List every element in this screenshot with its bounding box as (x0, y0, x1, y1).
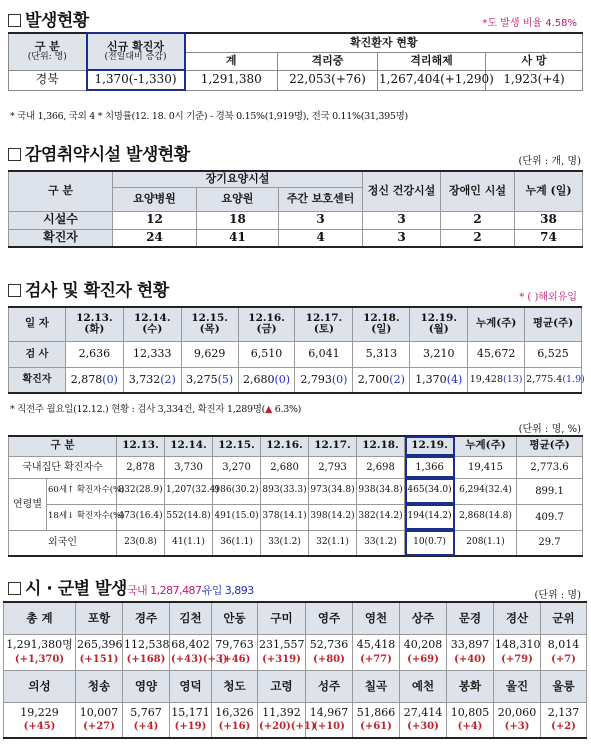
row-label-gyeongbuk: 경북 (9, 70, 87, 90)
city-cell (353, 634, 400, 670)
row-label: 국내집단 확진자수 (9, 456, 117, 478)
city-delta: (+16) (218, 721, 251, 733)
cell: 33(1.2) (357, 530, 405, 556)
city-header: 칠곡 (353, 670, 400, 702)
city-cell (4, 634, 76, 670)
age-table (8, 435, 583, 557)
city-delta: (+2) (551, 721, 576, 733)
cell: 12 (113, 211, 197, 229)
city-delta: (+69) (407, 653, 439, 665)
header-mental: 정신 건강시설 (363, 171, 441, 211)
city-header: 구미 (258, 602, 306, 634)
cell: 9,629 (181, 341, 238, 367)
cell: 2,698 (357, 456, 405, 478)
city-count: 40,208 (403, 638, 443, 652)
cell-number: 2,680 (242, 372, 275, 386)
city-cell (400, 634, 447, 670)
cell: 23(0.8) (117, 530, 165, 556)
row-label: 60세↑ 확진자수(%) (47, 478, 117, 504)
cell-overseas: (4) (446, 372, 463, 386)
cell: 552(14.8) (165, 504, 213, 530)
cities-header-row-1 (4, 602, 587, 634)
city-delta: (+79) (501, 653, 533, 665)
row-group-age: 연령별 (9, 478, 47, 530)
city-count: 20,060 (497, 706, 537, 720)
city-delta: (+19) (174, 721, 207, 733)
city-header: 상주 (400, 602, 447, 634)
outbreak-footnote: * 국내 1,366, 국외 4 * 치명률(12. 18. 0시 기준) - 경북 0.15%(1,919명), 전국 0.11%(31,395명) (10, 111, 408, 122)
cell: 45,672 (468, 341, 525, 367)
cell (295, 367, 353, 393)
city-cell (306, 702, 353, 738)
header-date-cell: 12.17. (309, 436, 357, 456)
cell-release: 1,267,404(+1,290) (378, 70, 486, 90)
cities-header-row-2 (4, 670, 587, 702)
city-cell (212, 634, 258, 670)
city-cell (76, 634, 123, 670)
header-gubun: 구 분 (단위: 명) (9, 33, 87, 70)
cell: 2,793 (309, 456, 357, 478)
city-delta: (+7) (551, 653, 576, 665)
cell-isolation: 22,053(+76) (278, 70, 378, 90)
city-header: 예천 (400, 670, 447, 702)
cell: 32(1.1) (309, 530, 357, 556)
header-date-cell: 12.18. (일) (353, 307, 410, 341)
city-delta: (+1,370) (14, 653, 65, 665)
tests-table (8, 306, 585, 394)
cell: 491(15.0) (213, 504, 261, 530)
city-delta: (+43)(+3) (171, 653, 228, 665)
cell: 208(1.1) (455, 530, 517, 556)
cell: 398(14.2) (309, 504, 357, 530)
header-weekly-sum: 누계(주) (468, 307, 525, 341)
checkbox-square-icon (8, 582, 21, 595)
table-row (9, 530, 583, 556)
city-delta: (+80) (313, 653, 345, 665)
tests-row (9, 341, 582, 367)
cell: 2 (441, 211, 515, 229)
cell: 3 (363, 229, 441, 247)
monday-note: * 직전주 월요일(12.12.) 현황 : 검사 3,334건, 확진자 1,289명(▲ 6.3%) (10, 404, 302, 415)
city-header: 포항 (76, 602, 123, 634)
cell: 1,366 (405, 456, 455, 478)
cell: 973(34.8) (309, 478, 357, 504)
city-count: 51,866 (356, 706, 396, 720)
city-delta: (+3) (504, 721, 530, 733)
city-cell (400, 702, 447, 738)
city-header: 의성 (4, 670, 76, 702)
cities-table (3, 601, 587, 739)
outbreak-ratio-note: *도 발생 비율 4.58% (482, 18, 577, 29)
overseas-note: * ( )해외유입 (519, 292, 577, 303)
cell: 6,041 (295, 341, 353, 367)
cell-overseas: (13) (503, 373, 523, 385)
city-cell (541, 634, 587, 670)
city-header: 김천 (170, 602, 212, 634)
city-cell (494, 702, 541, 738)
header-cumulative: 누계 (일) (515, 171, 583, 211)
cell-number: 2,878 (70, 372, 103, 386)
city-count: 10,007 (79, 706, 119, 720)
city-count: 45,418 (356, 638, 396, 652)
header-longterm: 장기요양시설 (113, 171, 363, 187)
header-date-cell-current: 12.19. (405, 436, 455, 456)
cell: 382(14.2) (357, 504, 405, 530)
city-count: 231,557 (259, 638, 305, 652)
city-delta: (+27) (83, 721, 115, 733)
table-row (9, 229, 583, 247)
city-header: 경주 (123, 602, 170, 634)
cell: 409.7 (517, 504, 583, 530)
city-count: 68,402 (171, 638, 210, 652)
city-cell (170, 702, 212, 738)
cities-unit: (단위 : 명) (534, 590, 581, 601)
header-care: 요양원 (197, 187, 279, 211)
city-header: 청도 (212, 670, 258, 702)
header-total: 계 (185, 52, 278, 70)
facilities-unit: (단위 : 개, 명) (518, 156, 581, 167)
cell-new: 1,370(-1,330) (87, 70, 185, 90)
cell: 41(1.1) (165, 530, 213, 556)
header-date-cell: 12.16. (261, 436, 309, 456)
section-title-tests: 검사 및 확진자 현황 (8, 276, 169, 301)
cell (468, 367, 525, 393)
domestic-count: 국내 1,287,487 (126, 584, 202, 597)
cell (525, 367, 585, 393)
cell-number: 1,370 (415, 372, 447, 386)
header-date-cell: 12.19. (월) (410, 307, 468, 341)
header-gubun: 구 분 (9, 171, 113, 211)
cell: 3 (279, 211, 363, 229)
city-delta: (+10) (313, 721, 345, 733)
cell-number: 2,775.4 (526, 373, 563, 385)
cell: 3,730 (165, 456, 213, 478)
section-title-cities: 시 · 군별 발생국내 1,287,487유입 3,893 (8, 574, 254, 599)
city-header: 고령 (258, 670, 306, 702)
city-count: 16,326 (215, 706, 254, 720)
header-date-cell: 12.15. (213, 436, 261, 456)
city-header: 총 계 (4, 602, 76, 634)
header-weekly-avg: 평균(주) (525, 307, 582, 341)
cities-value-row-2 (4, 702, 587, 738)
cell: 36(1.1) (213, 530, 261, 556)
city-cell (123, 702, 170, 738)
city-count: 148,310 (495, 638, 541, 652)
table-row (9, 211, 583, 229)
cell: 6,525 (525, 341, 582, 367)
city-header: 영주 (306, 602, 353, 634)
cell-number: 3,275 (186, 372, 218, 386)
header-date-cell: 12.17. (토) (295, 307, 353, 341)
city-count: 8,014 (547, 638, 580, 652)
cell: 2,680 (261, 456, 309, 478)
city-header: 영양 (123, 670, 170, 702)
city-cell (76, 702, 123, 738)
city-header: 울릉 (541, 670, 587, 702)
cell: 5,313 (353, 341, 410, 367)
city-delta: (+61) (360, 721, 392, 733)
cell: 465(34.0) (405, 478, 455, 504)
header-date-cell: 12.13. (화) (65, 307, 123, 341)
city-delta: (+77) (360, 653, 392, 665)
cell-overseas: (0) (102, 372, 118, 386)
cell (65, 367, 123, 393)
city-header: 문경 (447, 602, 494, 634)
cell-number: 19,428 (469, 373, 503, 385)
city-header: 경산 (494, 602, 541, 634)
city-header: 영덕 (170, 670, 212, 702)
cell: 893(33.3) (261, 478, 309, 504)
city-count: 33,897 (450, 638, 490, 652)
cell-overseas: (0) (274, 372, 291, 386)
cell: 3,270 (213, 456, 261, 478)
city-delta: (+4) (133, 721, 159, 733)
city-delta: (+40) (454, 653, 486, 665)
city-delta: (+20)(+1) (259, 721, 316, 733)
checkbox-square-icon (8, 148, 21, 161)
cell: 2,868(14.8) (455, 504, 517, 530)
cell-overseas: (1.9) (562, 373, 585, 385)
city-count: 112,538 (124, 638, 170, 652)
cell: 29.7 (517, 530, 583, 556)
facilities-table (8, 170, 583, 248)
table-row (9, 478, 583, 504)
cell: 473(16.4) (117, 504, 165, 530)
city-header: 울진 (494, 670, 541, 702)
header-date-cell: 12.16. (금) (238, 307, 295, 341)
header-disabled: 장애인 시설 (441, 171, 515, 211)
city-cell (306, 634, 353, 670)
cell: 2 (441, 229, 515, 247)
city-header: 영천 (353, 602, 400, 634)
cell: 38 (515, 211, 583, 229)
age-unit: (단위 : 명, %) (518, 424, 581, 435)
row-label-tests: 검 사 (9, 341, 66, 367)
up-arrow-icon: ▲ (265, 404, 273, 415)
header-date: 일 자 (9, 307, 66, 341)
city-count: 52,736 (309, 638, 349, 652)
cell: 2,773.6 (517, 456, 583, 478)
city-cell (123, 634, 170, 670)
header-gubun: 구 분 (9, 436, 117, 456)
city-count: 10,805 (450, 706, 490, 720)
city-cell (212, 702, 258, 738)
cell: 18 (197, 211, 279, 229)
row-label: 18세↓ 확진자수(%) (47, 504, 117, 530)
section-title-facilities: 감염취약시설 발생현황 (8, 140, 190, 165)
cell: 19,415 (455, 456, 517, 478)
header-date-cell: 12.15. (목) (181, 307, 238, 341)
city-count: 15,171 (171, 706, 210, 720)
checkbox-square-icon (8, 284, 21, 297)
city-header: 안동 (212, 602, 258, 634)
cell (410, 367, 468, 393)
cell (181, 367, 238, 393)
city-count: 265,396 (77, 638, 123, 652)
cell: 986(30.2) (213, 478, 261, 504)
city-delta: (+46) (218, 653, 251, 665)
cell: 938(34.8) (357, 478, 405, 504)
cell: 6,294(32.4) (455, 478, 517, 504)
header-release: 격리해제 (378, 52, 486, 70)
cell: 2,636 (65, 341, 123, 367)
cell: 10(0.7) (405, 530, 455, 556)
cell: 2,878 (117, 456, 165, 478)
city-count: 27,414 (403, 706, 443, 720)
row-label: 시설수 (9, 211, 113, 229)
cell-overseas: (0) (331, 372, 348, 386)
cell-overseas: (5) (217, 372, 234, 386)
cell-number: 3,732 (128, 372, 161, 386)
cell: 6,510 (238, 341, 295, 367)
cell: 899.1 (517, 478, 583, 504)
section-title-outbreak: 발생현황 (8, 6, 89, 31)
confirmed-row (9, 367, 582, 393)
outbreak-table (8, 32, 583, 91)
city-delta: (+30) (407, 721, 439, 733)
city-count: 5,767 (130, 706, 162, 720)
cell: 33(1.2) (261, 530, 309, 556)
checkbox-square-icon (8, 14, 21, 27)
header-hospital: 요양병원 (113, 187, 197, 211)
city-delta: (+4) (457, 721, 483, 733)
cities-value-row-1 (4, 634, 587, 670)
cell-total: 1,291,380 (185, 70, 278, 90)
cell-overseas: (2) (389, 372, 405, 386)
header-date-cell: 12.14. (수) (123, 307, 181, 341)
header-weekly-avg: 평균(주) (517, 436, 583, 456)
city-cell (494, 634, 541, 670)
cell: 74 (515, 229, 583, 247)
cell (353, 367, 410, 393)
cell: 832(28.9) (117, 478, 165, 504)
city-cell (170, 634, 228, 670)
city-cell (258, 634, 306, 670)
import-count: 유입 3,893 (201, 584, 254, 597)
city-cell (447, 634, 494, 670)
cell-death: 1,923(+4) (486, 70, 583, 90)
table-row (9, 504, 583, 530)
row-label: 확진자 (9, 229, 113, 247)
header-daycare: 주간 보호센터 (279, 187, 363, 211)
city-count: 11,392 (262, 706, 301, 720)
row-label-confirmed: 확진자 (9, 367, 66, 393)
header-date-cell: 12.14. (165, 436, 213, 456)
city-cell (541, 702, 587, 738)
city-delta: (+151) (79, 653, 119, 665)
city-count: 1,291,380명 (6, 638, 73, 652)
cell-number: 2,793 (300, 372, 332, 386)
header-death: 사 망 (486, 52, 583, 70)
cell-number: 2,700 (357, 372, 390, 386)
cell: 41 (197, 229, 279, 247)
city-cell (447, 702, 494, 738)
header-date-cell: 12.13. (117, 436, 165, 456)
city-count: 2,137 (547, 706, 580, 720)
header-isolation: 격리중 (278, 52, 378, 70)
header-new-cases: 신규 확진자 (전일대비 증감) (87, 33, 185, 70)
table-row (9, 456, 583, 478)
header-status: 확진환자 현황 (185, 33, 583, 52)
cell: 1,207(32.4) (165, 478, 213, 504)
city-header: 군위 (541, 602, 587, 634)
city-count: 19,229 (20, 706, 59, 720)
city-cell (258, 702, 316, 738)
city-delta: (+319) (262, 653, 301, 665)
row-label: 외국인 (9, 530, 117, 556)
cell: 3,210 (410, 341, 468, 367)
header-date-cell: 12.18. (357, 436, 405, 456)
cell: 12,333 (123, 341, 181, 367)
cell: 378(14.1) (261, 504, 309, 530)
city-delta: (+45) (23, 721, 56, 733)
cell: 3 (363, 211, 441, 229)
header-weekly-sum: 누계(주) (455, 436, 517, 456)
city-header: 봉화 (447, 670, 494, 702)
city-delta: (+168) (126, 653, 166, 665)
cell (123, 367, 181, 393)
cell (238, 367, 295, 393)
city-header: 성주 (306, 670, 353, 702)
city-cell (353, 702, 400, 738)
cell: 4 (279, 229, 363, 247)
city-cell (4, 702, 76, 738)
city-count: 14,967 (309, 706, 349, 720)
cell-overseas: (2) (160, 372, 176, 386)
cell: 194(14.2) (405, 504, 455, 530)
city-count: 79,763 (215, 638, 254, 652)
city-header: 청송 (76, 670, 123, 702)
cell: 24 (113, 229, 197, 247)
